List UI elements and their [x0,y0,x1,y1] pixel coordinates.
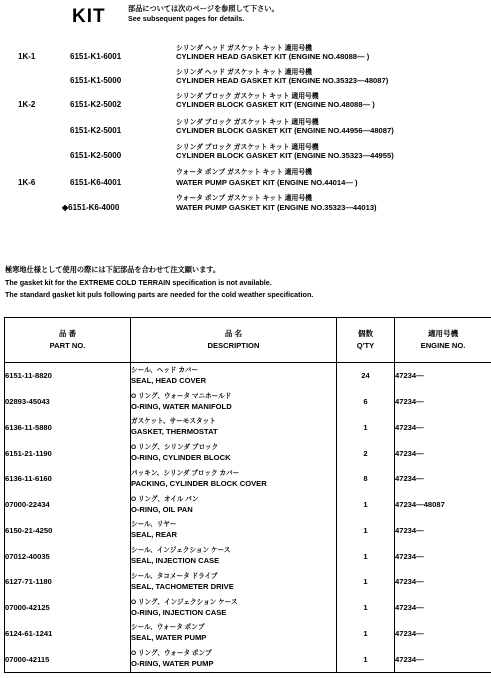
cell-engine-no: 47234— [395,543,491,569]
cell-description [131,569,337,595]
cell-engine-no: 47234— [395,363,491,389]
header-qty [337,318,395,363]
cell-description [131,363,337,389]
cell-part-no: 6150-21-4250 [5,517,131,543]
header-engine-jp: 適用号機 [427,329,459,338]
kit-part-no: 6151-K1-5000 [70,76,122,85]
cell-part-no: 02893-45043 [5,389,131,415]
cell-desc-jp: O リング、シリンダ ブロック [131,444,219,452]
cell-desc-jp: O リング、オイル パン [131,495,199,503]
cell-desc-jp: シール、リヤー [131,521,177,529]
table-row [5,517,491,543]
table-row [5,389,491,415]
kit-desc: CYLINDER BLOCK GASKET KIT (ENGINE NO.35323—44955) [176,151,394,160]
kit-note-jp: 部品については次のページを参照して下さい。 [128,4,279,13]
cell-part-no: 6136-11-5880 [5,415,131,441]
cell-desc-en: O-RING, CYLINDER BLOCK [131,453,231,463]
cell-description [131,646,337,672]
kit-desc-jp: シリンダ ブロック ガスケット キット 適用号機 [176,144,319,151]
cell-desc-en: SEAL, INJECTION CASE [131,556,220,566]
table-row [5,569,491,595]
cell-desc-jp: シール、ヘッド カバー [131,366,199,374]
cell-qty: 1 [337,415,395,441]
cell-engine-no: 47234—48087 [395,492,491,518]
parts-table [4,317,491,673]
kit-title: KIT [72,6,106,27]
cell-description [131,620,337,646]
header-qty-en: Q'TY [356,341,375,350]
table-row [5,415,491,441]
cell-qty: 1 [337,492,395,518]
cell-part-no: 07000-22434 [5,492,131,518]
table-row [5,363,491,389]
kit-desc: WATER PUMP GASKET KIT (ENGINE NO.44014— ) [176,178,358,187]
kit-desc: WATER PUMP GASKET KIT (ENGINE NO.35323—44013) [176,203,377,212]
kit-part-no: 6151-K2-5001 [70,126,122,135]
cell-desc-en: O-RING, WATER PUMP [131,659,214,669]
cell-engine-no: 47234— [395,646,491,672]
cell-qty: 1 [337,595,395,621]
cell-qty: 2 [337,440,395,466]
cell-qty: 6 [337,389,395,415]
cell-engine-no: 47234— [395,595,491,621]
kit-part-no: 6151-K6-4001 [70,178,122,187]
cell-desc-jp: シール、タコメータ ドライブ [131,572,218,580]
kit-desc-jp: シリンダ ブロック ガスケット キット 適用号機 [176,119,319,126]
cell-part-no: 07012-40035 [5,543,131,569]
cell-part-no: 6151-11-8820 [5,363,131,389]
cell-desc-en: GASKET, THERMOSTAT [131,427,218,437]
kit-desc: CYLINDER BLOCK GASKET KIT (ENGINE NO.48088— ) [176,100,375,109]
cell-description [131,389,337,415]
cell-desc-en: PACKING, CYLINDER BLOCK COVER [131,478,267,488]
cell-engine-no: 47234— [395,389,491,415]
cell-qty: 1 [337,543,395,569]
kit-desc-jp: ウォータ ポンプ ガスケット キット 適用号機 [176,195,312,202]
header-engine-no [395,318,491,363]
kit-group: 1K-6 [18,178,36,187]
cell-desc-jp: シール、インジェクション ケース [131,547,231,555]
cell-engine-no: 47234— [395,620,491,646]
cell-description [131,492,337,518]
cell-part-no: 6151-21-1190 [5,440,131,466]
table-row [5,440,491,466]
cell-desc-jp: ガスケット、サーモスタット [131,418,216,426]
table-row [5,543,491,569]
cell-desc-jp: パッキン、シリンダ ブロック カバー [131,469,240,477]
cell-desc-en: O-RING, INJECTION CASE [131,607,227,617]
kit-desc-jp: シリンダ ブロック ガスケット キット 適用号機 [176,93,319,100]
cell-description [131,517,337,543]
kit-part-no: 6151-K2-5002 [70,100,122,109]
kit-note-en: See subsequent pages for details. [128,14,245,23]
table-row [5,646,491,672]
cold-note-en-1: The gasket kit for the EXTREME COLD TERRAIN specification is not available. [5,278,272,287]
cell-desc-jp: O リング、インジェクション ケース [131,598,238,606]
cell-qty: 1 [337,646,395,672]
cell-description [131,466,337,492]
cell-qty: 8 [337,466,395,492]
cold-note-jp: 極寒地仕様として使用の際には下記部品を合わせて注文願います。 [5,265,221,274]
cell-desc-en: O-RING, WATER MANIFOLD [131,401,232,411]
cell-desc-en: SEAL, WATER PUMP [131,633,207,643]
kit-desc-jp: ウォータ ポンプ ガスケット キット 適用号機 [176,169,312,176]
cell-desc-en: SEAL, HEAD COVER [131,375,207,385]
header-part-no [5,318,131,363]
cell-qty: 1 [337,620,395,646]
cell-part-no: 6136-11-6160 [5,466,131,492]
kit-part-no: 6151-K1-6001 [70,52,122,61]
cell-desc-jp: O リング、ウォータ マニホールド [131,392,232,400]
cell-engine-no: 47234— [395,517,491,543]
header-desc-jp: 品 名 [224,329,243,338]
cell-desc-en: O-RING, OIL PAN [131,504,193,514]
kit-desc: CYLINDER HEAD GASKET KIT (ENGINE NO.48088— ) [176,52,370,61]
header-engine-en: ENGINE NO. [420,341,466,350]
cell-description [131,595,337,621]
cell-desc-en: SEAL, TACHOMETER DRIVE [131,581,234,591]
cell-qty: 1 [337,569,395,595]
cell-desc-jp: O リング、ウォータ ポンプ [131,650,212,658]
table-row [5,466,491,492]
kit-part-no: 6151-K2-5000 [70,151,122,160]
cell-desc-jp: シール、ウォータ ポンプ [131,624,205,632]
cell-engine-no: 47234— [395,569,491,595]
cell-engine-no: 47234— [395,440,491,466]
header-part-no-jp: 品 番 [58,329,77,338]
kit-desc: CYLINDER BLOCK GASKET KIT (ENGINE NO.44956—48087) [176,126,394,135]
table-row [5,492,491,518]
kit-desc-jp: シリンダ ヘッド ガスケット キット 適用号機 [176,45,312,52]
kit-part-no: ◆6151-K6-4000 [62,203,120,212]
cell-qty: 24 [337,363,395,389]
cell-qty: 1 [337,517,395,543]
cell-description [131,440,337,466]
table-row [5,620,491,646]
table-header-row [5,318,491,363]
cell-description [131,415,337,441]
cell-part-no: 6127-71-1180 [5,569,131,595]
cell-engine-no: 47234— [395,466,491,492]
kit-desc-jp: シリンダ ヘッド ガスケット キット 適用号機 [176,69,312,76]
kit-desc: CYLINDER HEAD GASKET KIT (ENGINE NO.35323—48087) [176,76,389,85]
cell-engine-no: 47234— [395,415,491,441]
kit-group: 1K-1 [18,52,36,61]
table-row [5,595,491,621]
cell-part-no: 07000-42125 [5,595,131,621]
header-desc-en: DESCRIPTION [207,341,260,350]
kit-group: 1K-2 [18,100,36,109]
cell-part-no: 6124-61-1241 [5,620,131,646]
header-qty-jp: 個数 [357,329,374,338]
cell-desc-en: SEAL, REAR [131,530,177,540]
cold-note-en-2: The standard gasket kit puls following parts are needed for the cold weather specification. [5,290,314,299]
cell-description [131,543,337,569]
header-part-no-en: PART NO. [49,341,86,350]
cell-part-no: 07000-42115 [5,646,131,672]
header-description [131,318,337,363]
